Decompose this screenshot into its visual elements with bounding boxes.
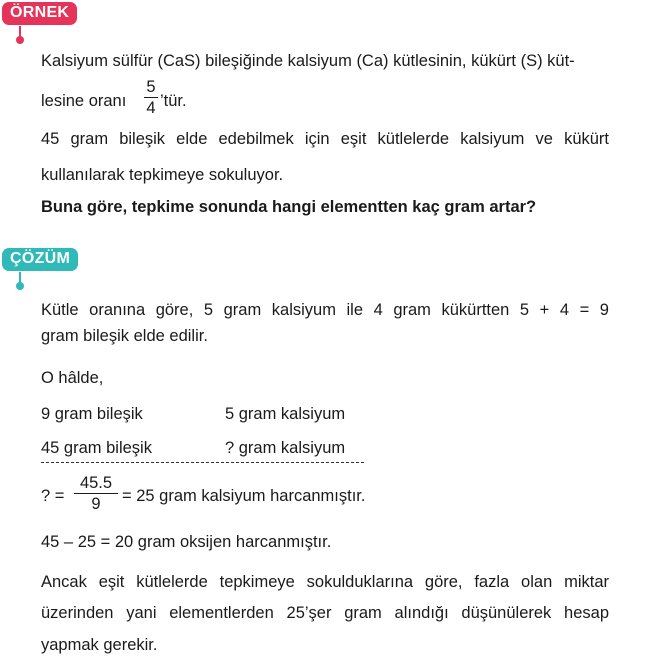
oxygen-line: 45 – 25 = 20 gram oksijen harcanmıştır.: [41, 533, 332, 551]
equation-fraction: [74, 474, 118, 513]
example-question: Buna göre, tepkime sonunda hangi elementten kaç gram artar?: [41, 198, 537, 216]
proportion-divider: [41, 462, 364, 463]
solution-paragraph-2: üzerinden yani elementlerden 25’şer gram alındığı düşünülerek hesap: [41, 604, 609, 622]
example-line-3: 45 gram bileşik elde edebilmek için eşit kütlelerde kalsiyum ve kükürt: [41, 130, 609, 148]
equation-denominator: 9: [91, 495, 101, 514]
solution-badge: ÇÖZÜM: [2, 248, 78, 271]
ratio-numerator: 5: [146, 78, 156, 96]
example-line-4: kullanılarak tepkimeye sokuluyor.: [41, 166, 284, 184]
example-badge: ÖRNEK: [2, 2, 77, 25]
solution-line-3: O hâlde,: [41, 369, 104, 387]
proportion-row-2-right: ? gram kalsiyum: [225, 439, 346, 457]
proportion-row-1-right: 5 gram kalsiyum: [225, 405, 346, 423]
equation-numerator: 45.5: [79, 474, 113, 492]
solution-paragraph-3: yapmak gerekir.: [41, 636, 158, 654]
proportion-row-1-left: 9 gram bileşik: [41, 405, 143, 423]
example-badge-pin: [19, 26, 21, 38]
equation-result: = 25 gram kalsiyum harcanmıştır.: [122, 487, 366, 505]
equation-prefix: ? =: [41, 487, 65, 505]
example-line-1: Kalsiyum sülfür (CaS) bileşiğinde kalsiyum (Ca) kütlesinin, kükürt (S) küt-: [41, 52, 575, 70]
solution-paragraph-1: Ancak eşit kütlelerde tepkimeye sokulduklarına göre, fazla olan miktar: [41, 573, 609, 591]
solution-line-2: gram bileşik elde edilir.: [41, 327, 208, 345]
solution-line-1: Kütle oranına göre, 5 gram kalsiyum ile 4 gram kükürtten 5 + 4 = 9: [41, 301, 609, 319]
ratio-bar: [144, 97, 158, 98]
example-line-2-post: ’tür.: [160, 92, 187, 110]
ratio-denominator: 4: [146, 99, 156, 118]
equation-bar: [74, 493, 118, 494]
proportion-row-2-left: 45 gram bileşik: [41, 439, 152, 457]
example-line-2-pre: lesine oranı: [41, 92, 127, 110]
solution-badge-pin: [19, 272, 21, 284]
ratio-fraction: [144, 78, 158, 117]
